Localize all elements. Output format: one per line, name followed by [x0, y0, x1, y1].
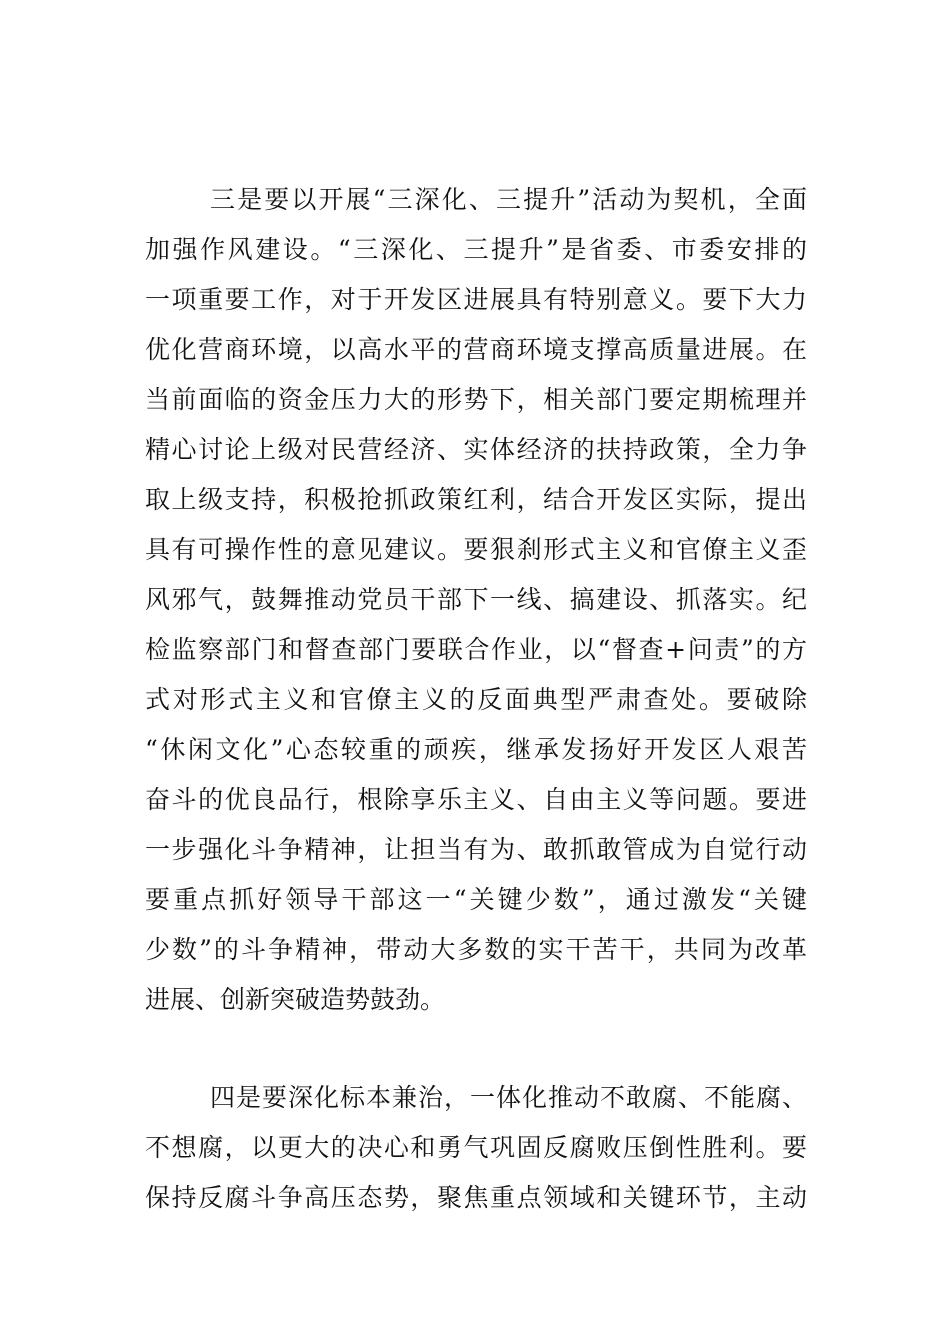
text-line: 四是要深化标本兼治，一体化推动不敢腐、不能腐、: [210, 1083, 807, 1112]
text-line: 式对形式主义和官僚主义的反面典型严肃查处。要破除: [145, 685, 807, 714]
text-line: 优化营商环境，以高水平的营商环境支撑高质量进展。在: [145, 335, 807, 364]
text-line: 当前面临的资金压力大的形势下，相关部门要定期梳理并: [145, 385, 807, 414]
text-line: 三是要以开展“三深化、三提升”活动为契机，全面: [210, 185, 807, 214]
text-line: 一步强化斗争精神，让担当有为、敢抓敢管成为自觉行动: [145, 835, 807, 864]
text-line: “休闲文化”心态较重的顽疾，继承发扬好开发区人艰苦: [145, 735, 807, 764]
text-line: 少数”的斗争精神，带动大多数的实干苦干，共同为改革: [145, 935, 807, 964]
text-line: 要重点抓好领导干部这一“关键少数”，通过激发“关键: [145, 885, 807, 914]
text-line: 精心讨论上级对民营经济、实体经济的扶持政策，全力争: [145, 435, 807, 464]
text-line: 保持反腐斗争高压态势，聚焦重点领域和关键环节，主动: [145, 1183, 807, 1212]
text-line: 取上级支持，积极抢抓政策红利，结合开发区实际，提出: [145, 485, 807, 514]
text-line-last: 进展、创新突破造势鼓劲。: [145, 985, 446, 1014]
text-line: 加强作风建设。“三深化、三提升”是省委、市委安排的: [145, 235, 807, 264]
text-line: 一项重要工作，对于开发区进展具有特别意义。要下大力: [145, 285, 807, 314]
text-line: 奋斗的优良品行，根除享乐主义、自由主义等问题。要进: [145, 785, 807, 814]
text-line: 风邪气，鼓舞推动党员干部下一线、搞建设、抓落实。纪: [145, 585, 807, 614]
text-line: 具有可操作性的意见建议。要狠刹形式主义和官僚主义歪: [145, 535, 807, 564]
text-line: 检监察部门和督查部门要联合作业，以“督查+问责”的方: [145, 635, 807, 664]
text-line: 不想腐，以更大的决心和勇气巩固反腐败压倒性胜利。要: [145, 1133, 807, 1162]
